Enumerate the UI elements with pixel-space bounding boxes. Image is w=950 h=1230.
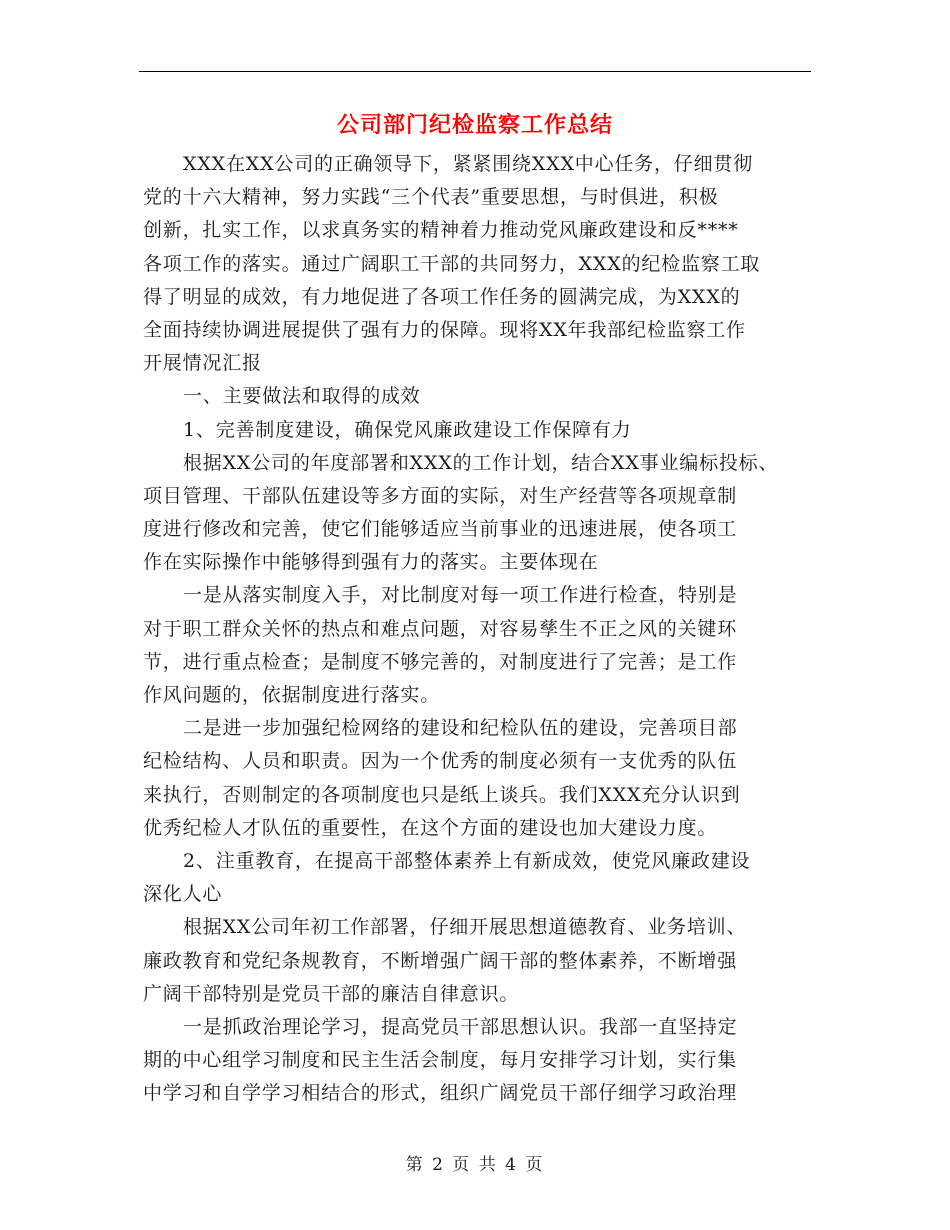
paragraph-line: 创新，扎实工作，以求真务实的精神着力推动党风廉政建设和反**** [143,219,739,242]
page-number: 第 2 页 共 4 页 [405,1155,545,1175]
paragraph-line: 期的中心组学习制度和民主生活会制度，每月安排学习计划，实行集 [143,1049,738,1072]
section-heading: 一、主要做法和取得的成效 [183,385,421,408]
paragraph-line: 根据XX公司年初工作部署，仔细开展思想道德教育、业务培训、 [183,916,747,939]
subsection-heading: 2、注重教育，在提高干部整体素养上有新成效，使党风廉政建设 [183,849,751,872]
paragraph-line: 项目管理、干部队伍建设等多方面的实际，对生产经营等各项规章制 [143,484,738,507]
paragraph-line: 二是进一步加强纪检网络的建设和纪检队伍的建设，完善项目部 [183,717,738,740]
paragraph-line: 党的十六大精神，努力实践“三个代表”重要思想，与时俱进，积极 [143,186,719,209]
paragraph-line: 节，进行重点检查；是制度不够完善的，对制度进行了完善；是工作 [143,650,738,673]
header-rule [139,71,811,72]
paragraph-line: 度进行修改和完善，使它们能够适应当前事业的迅速进展，使各项工 [143,518,738,541]
paragraph-line: 一是抓政治理论学习，提高党员干部思想认识。我部一直坚持定 [183,1015,738,1038]
paragraph-line: 广阔干部特别是党员干部的廉洁自律意识。 [143,982,520,1005]
paragraph-line: XXX在XX公司的正确领导下，紧紧围绕XXX中心任务，仔细贯彻 [183,153,754,175]
paragraph-line: 各项工作的落实。通过广阔职工干部的共同努力，XXX的纪检监察工取 [143,252,761,275]
paragraph-line: 开展情况汇报 [143,352,262,375]
paragraph-line: 纪检结构、人员和职责。因为一个优秀的制度必须有一支优秀的队伍 [143,750,738,773]
paragraph-line: 得了明显的成效，有力地促进了各项工作任务的圆满完成，为XXX的 [143,285,741,308]
document-title: 公司部门纪检监察工作总结 [336,112,613,138]
paragraph-line: 作在实际操作中能够得到强有力的落实。主要体现在 [143,551,599,574]
paragraph-line: 来执行，否则制定的各项制度也只是纸上谈兵。我们XXX充分认识到 [143,783,741,806]
subsection-heading: 1、完善制度建设，确保党风廉政建设工作保障有力 [183,418,632,441]
paragraph-line: 一是从落实制度入手，对比制度对每一项工作进行检查，特别是 [183,584,738,607]
paragraph-line: 优秀纪检人才队伍的重要性，在这个方面的建设也加大建设力度。 [143,816,718,839]
paragraph-line: 全面持续协调进展提供了强有力的保障。现将XX年我部纪检监察工作 [143,318,746,341]
paragraph-line: 对于职工群众关怀的热点和难点问题，对容易孳生不正之风的关键环 [143,617,738,640]
paragraph-line: 中学习和自学学习相结合的形式，组织广阔党员干部仔细学习政治理 [143,1082,738,1105]
subsection-heading: 深化人心 [143,883,223,906]
paragraph-line: 廉政教育和党纪条规教育，不断增强广阔干部的整体素养，不断增强 [143,949,738,972]
paragraph-line: 作风问题的，依据制度进行落实。 [143,684,441,706]
body-text [143,148,823,1110]
paragraph-line: 根据XX公司的年度部署和XXX的工作计划，结合XX事业编标投标、 [183,451,779,474]
